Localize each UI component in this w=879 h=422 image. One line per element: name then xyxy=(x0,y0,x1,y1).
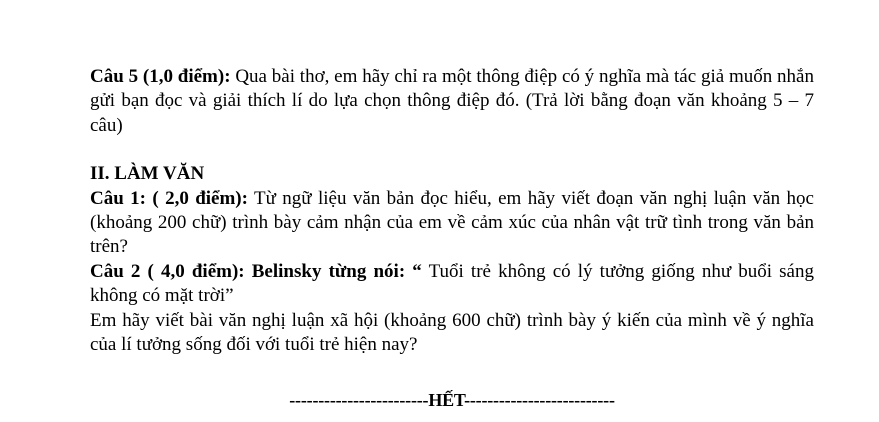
question-1-text: Từ ngữ liệu văn bản đọc hiểu, em hãy viết đoạn văn nghị luận văn học (khoảng 200 chữ) trình bày cảm nhận của em về cảm xúc của nhân vật trữ tình trong văn bản trên? xyxy=(90,187,814,258)
question-2-task: Em hãy viết bài văn nghị luận xã hội (khoảng 600 chữ) trình bày ý kiến của mình về ý nghĩa của lí tưởng sống đối với tuổi trẻ hiện nay? xyxy=(90,309,814,356)
question-5-text: Qua bài thơ, em hãy chỉ ra một thông điệp có ý nghĩa mà tác giả muốn nhắn gửi bạn đọc và giải thích lí do lựa chọn thông điệp đó. (Trả lời bằng đoạn văn khoảng 5 – 7 câu) xyxy=(90,66,814,136)
question-1-paragraph xyxy=(90,187,814,260)
question-1-label: Câu 1: ( 2,0 điểm): xyxy=(90,187,248,209)
question-2-paragraph xyxy=(90,260,814,309)
question-2-quote: Tuổi trẻ không có lý tưởng giống như buổi sáng không có mặt trời” xyxy=(90,260,814,307)
end-marker: ------------------------HẾT-------------------------- xyxy=(289,390,615,410)
question-5-paragraph xyxy=(90,65,814,138)
section-2-heading: II. LÀM VĂN xyxy=(90,163,205,185)
question-2-label: Câu 2 ( 4,0 điểm): Belinsky từng nói: “ xyxy=(90,260,422,282)
spacer xyxy=(90,138,814,162)
question-5-label: Câu 5 (1,0 điểm): xyxy=(90,66,231,87)
document-page xyxy=(90,65,814,410)
